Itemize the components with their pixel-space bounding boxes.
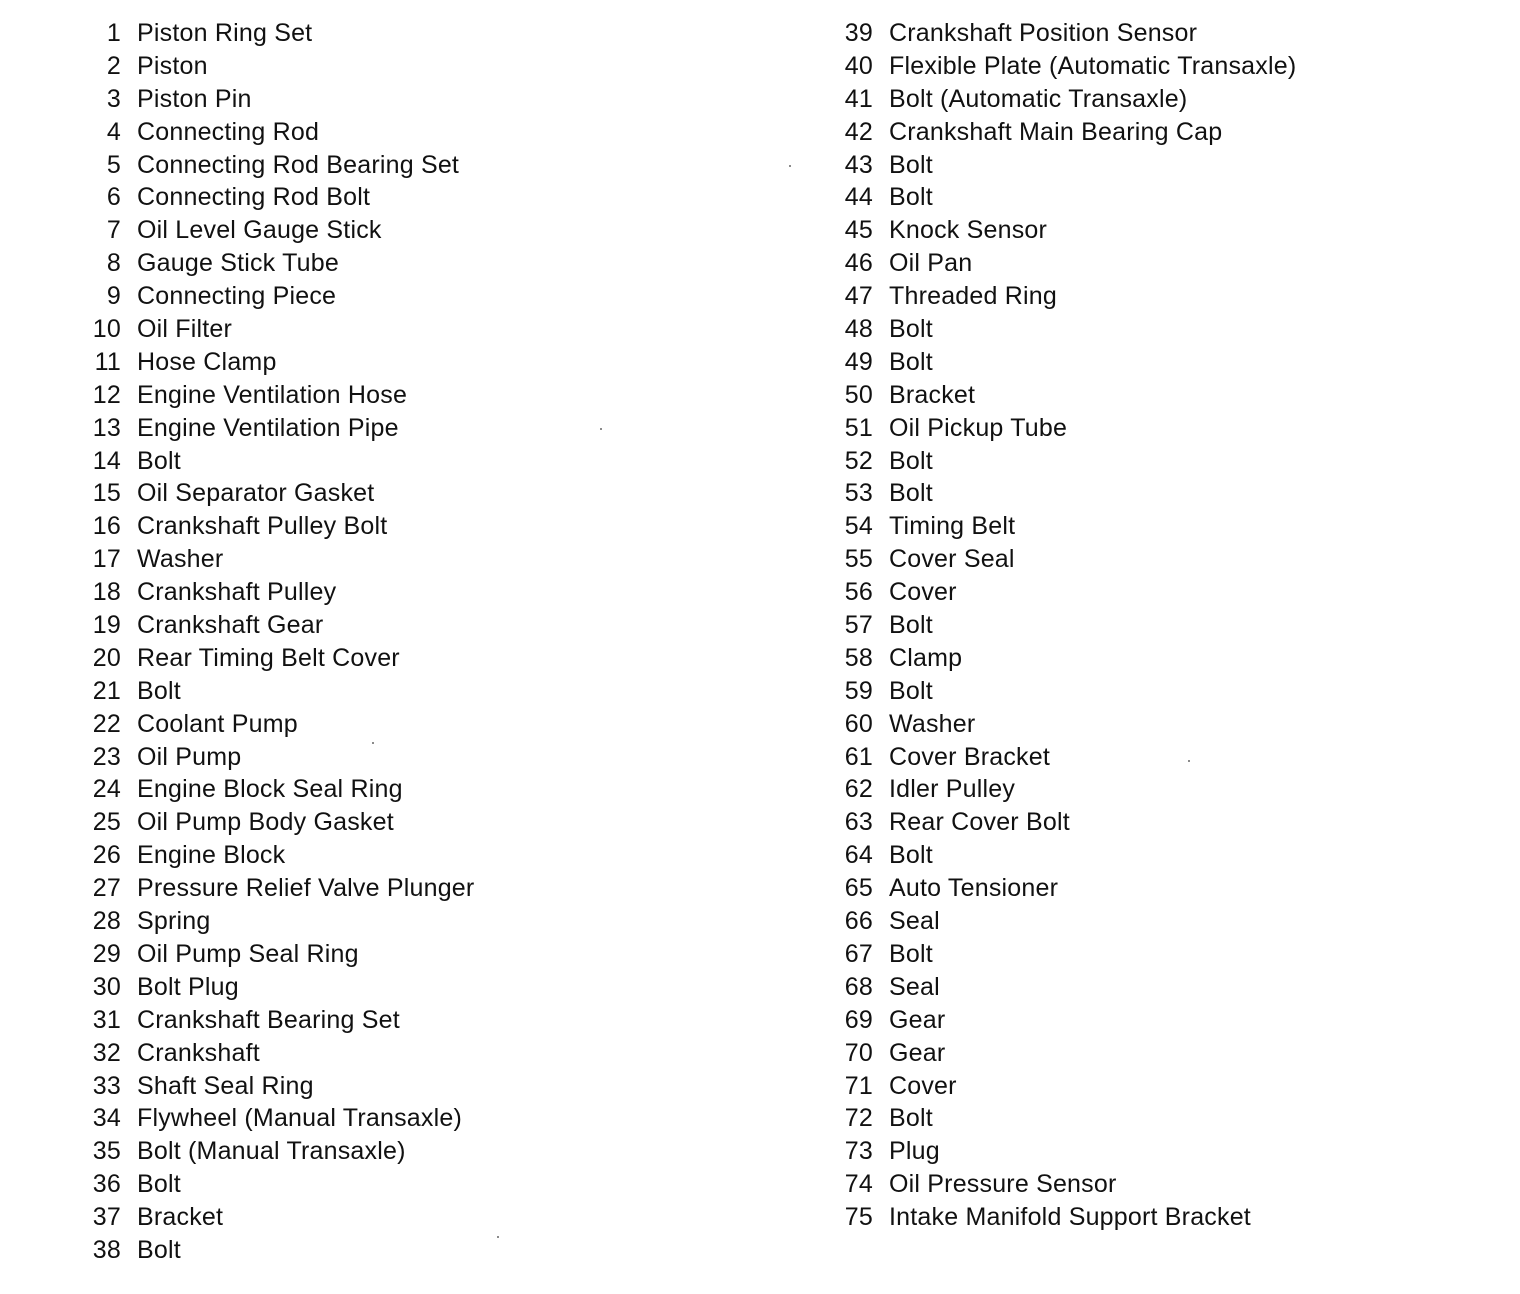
legend-item-label: Rear Timing Belt Cover [137,643,400,672]
legend-item-number: 55 [844,545,873,574]
legend-item [70,247,474,280]
legend-item-number: 15 [92,479,121,508]
legend-item [70,872,474,905]
legend-item [70,773,474,806]
legend-item [70,1234,474,1267]
legend-item [70,313,474,346]
legend-item-number: 70 [844,1038,873,1067]
legend-item-number: 34 [92,1104,121,1133]
legend-item-label: Threaded Ring [889,282,1057,311]
legend-item-label: Shaft Seal Ring [137,1071,314,1100]
legend-item [822,708,1296,741]
legend-item-label: Crankshaft Position Sensor [889,19,1198,47]
legend-item-label: Oil Filter [137,315,233,344]
legend-item-number: 44 [844,183,873,212]
legend-item-label: Cover [889,578,957,607]
legend-item [70,412,474,445]
legend-item [822,839,1296,872]
legend-item-number: 22 [92,709,121,738]
legend-item [70,477,474,510]
legend-item-number: 42 [844,117,873,146]
legend-item-label: Bolt [889,315,933,344]
legend-item-number: 48 [844,315,873,344]
legend-item-label: Cover Bracket [889,742,1050,771]
legend-item [70,1102,474,1135]
legend-item-number: 59 [844,676,873,705]
legend-item [70,576,474,609]
legend-item-label: Engine Block Seal Ring [137,775,403,804]
legend-item [822,971,1296,1004]
legend-item-number: 5 [106,150,121,179]
legend-item-number: 17 [92,545,121,574]
legend-item [70,149,474,182]
legend-item [70,181,474,214]
legend-item-label: Washer [137,545,224,574]
legend-item-number: 36 [92,1170,121,1199]
legend-item [70,1168,474,1201]
legend-item-number: 64 [844,841,873,870]
legend-item [70,17,474,50]
legend-item-number: 30 [92,972,121,1001]
legend-item [822,1102,1296,1135]
legend-item [70,379,474,412]
legend-item-label: Engine Ventilation Hose [137,380,408,409]
legend-item-label: Auto Tensioner [889,874,1059,903]
legend-item [822,181,1296,214]
legend-item-label: Connecting Rod Bolt [137,183,371,212]
legend-item [822,17,1296,50]
legend-item [70,642,474,675]
legend-item-label: Crankshaft Gear [137,611,324,640]
legend-item-label: Oil Pump Body Gasket [137,808,394,837]
legend-item-label: Bolt [889,347,933,376]
legend-item-label: Plug [889,1137,940,1166]
legend-item [822,576,1296,609]
legend-item-number: 31 [92,1005,121,1034]
legend-item [822,116,1296,149]
legend-item-label: Connecting Rod Bearing Set [137,150,460,179]
legend-item-number: 60 [844,709,873,738]
legend-item-label: Washer [889,709,976,738]
legend-item [822,247,1296,280]
legend-item-label: Piston [137,51,208,80]
legend-item-number: 27 [92,874,121,903]
legend-item-number: 18 [92,578,121,607]
legend-item-label: Crankshaft Bearing Set [137,1005,400,1034]
legend-item-label: Gear [889,1038,946,1067]
legend-item-label: Bolt [889,446,933,475]
legend-item [822,477,1296,510]
legend-item-label: Connecting Piece [137,282,337,311]
legend-item-number: 51 [844,413,873,442]
legend-item [70,675,474,708]
legend-item-number: 11 [94,347,121,376]
legend-item-label: Connecting Rod [137,117,320,146]
legend-item [70,1037,474,1070]
legend-item-number: 62 [844,775,873,804]
legend-item-label: Oil Pressure Sensor [889,1170,1117,1199]
legend-item-label: Piston Pin [137,84,252,113]
legend-item-label: Knock Sensor [889,216,1048,245]
legend-item-label: Bolt [889,150,933,179]
legend-item-label: Bolt (Manual Transaxle) [137,1137,406,1166]
legend-item-label: Timing Belt [889,512,1016,541]
legend-item-number: 9 [106,282,121,311]
legend-item [70,83,474,116]
legend-item [70,116,474,149]
scan-speck [1188,760,1190,762]
legend-item [70,50,474,83]
legend-item-label: Bolt [889,676,933,705]
legend-item-label: Bolt [137,1235,181,1264]
legend-item-number: 19 [92,611,121,640]
legend-item-number: 73 [844,1137,873,1166]
legend-item-label: Bolt [889,841,933,870]
legend-item-number: 32 [92,1038,121,1067]
legend-column-left [70,17,474,1267]
legend-item-number: 41 [844,84,873,113]
legend-item-number: 7 [106,216,121,245]
legend-item [822,1070,1296,1103]
legend-item [822,379,1296,412]
legend-item-number: 72 [844,1104,873,1133]
legend-item-number: 49 [844,347,873,376]
legend-item-number: 61 [844,742,873,771]
scan-speck [600,428,602,430]
legend-item-label: Engine Block [137,841,286,870]
legend-item-label: Clamp [889,643,963,672]
legend-item-number: 1 [106,19,121,47]
legend-item-number: 69 [844,1005,873,1034]
legend-item-number: 20 [92,643,121,672]
legend-item [822,773,1296,806]
legend-item-label: Crankshaft [137,1038,260,1067]
legend-item [822,346,1296,379]
legend-item [822,412,1296,445]
legend-item-label: Pressure Relief Valve Plunger [137,874,475,903]
legend-item-label: Gauge Stick Tube [137,249,339,278]
legend-item-number: 29 [92,939,121,968]
legend-item-label: Crankshaft Main Bearing Cap [889,117,1223,146]
legend-item-number: 63 [844,808,873,837]
legend-item-label: Cover Seal [889,545,1015,574]
legend-item [70,214,474,247]
legend-item-label: Bolt Plug [137,972,239,1001]
legend-item-number: 14 [92,446,121,475]
scan-speck [789,165,791,167]
legend-item-number: 24 [92,775,121,804]
legend-item-number: 68 [844,972,873,1001]
legend-item-label: Crankshaft Pulley [137,578,337,607]
legend-item-label: Spring [137,907,211,936]
legend-item [70,609,474,642]
legend-item-label: Idler Pulley [889,775,1016,804]
legend-item [822,280,1296,313]
legend-item [822,543,1296,576]
legend-item-label: Oil Pickup Tube [889,413,1068,442]
legend-item [70,905,474,938]
legend-item [70,1135,474,1168]
legend-item [70,806,474,839]
legend-item [822,609,1296,642]
legend-item-number: 8 [106,249,121,278]
legend-item [822,1201,1296,1234]
legend-item [822,675,1296,708]
legend-item-label: Intake Manifold Support Bracket [889,1203,1251,1232]
legend-item [822,741,1296,774]
legend-item-number: 28 [92,907,121,936]
legend-item-number: 3 [106,84,121,113]
legend-item-label: Bolt [889,1104,933,1133]
legend-item-number: 33 [92,1071,121,1100]
legend-item-number: 25 [92,808,121,837]
legend-item [822,642,1296,675]
legend-item-label: Cover [889,1071,957,1100]
legend-item-number: 52 [844,446,873,475]
legend-item [70,1201,474,1234]
legend-item [70,445,474,478]
legend-item [70,346,474,379]
legend-item-number: 37 [92,1203,121,1232]
legend-item-number: 47 [844,282,873,311]
legend-item-label: Bracket [889,380,976,409]
legend-item-number: 75 [844,1203,873,1232]
legend-item-number: 50 [844,380,873,409]
legend-item-label: Seal [889,972,940,1001]
legend-item-label: Engine Ventilation Pipe [137,413,399,442]
legend-item [822,1004,1296,1037]
legend-item-number: 66 [844,907,873,936]
legend-item-number: 12 [92,380,121,409]
legend-item-number: 4 [106,117,121,146]
legend-item-number: 57 [844,611,873,640]
legend-item [822,806,1296,839]
legend-item-label: Oil Level Gauge Stick [137,216,382,245]
legend-item [822,445,1296,478]
legend-item [70,510,474,543]
legend-item [70,1070,474,1103]
legend-item-number: 74 [844,1170,873,1199]
legend-item [70,1004,474,1037]
legend-item-number: 58 [844,643,873,672]
legend-item-number: 2 [106,51,121,80]
legend-item-number: 21 [92,676,121,705]
scan-speck [497,1236,499,1238]
legend-item [70,543,474,576]
legend-item-label: Seal [889,907,940,936]
legend-item [822,1168,1296,1201]
legend-item-label: Gear [889,1005,946,1034]
legend-item-number: 39 [844,19,873,47]
legend-item-number: 45 [844,216,873,245]
legend-item [822,905,1296,938]
legend-item [822,214,1296,247]
legend-item-number: 26 [92,841,121,870]
parts-legend [0,17,1520,1287]
legend-item [822,149,1296,182]
legend-item-number: 54 [844,512,873,541]
legend-item-number: 40 [844,51,873,80]
legend-item [822,872,1296,905]
legend-item [70,708,474,741]
legend-item-label: Oil Pump [137,742,242,771]
legend-item-number: 38 [92,1235,121,1264]
legend-item-label: Crankshaft Pulley Bolt [137,512,388,541]
legend-item-label: Bolt [137,446,181,475]
legend-column-right [822,17,1296,1234]
legend-item-label: Hose Clamp [137,347,277,376]
legend-item-number: 53 [844,479,873,508]
legend-item [822,1037,1296,1070]
legend-item-number: 67 [844,939,873,968]
legend-item-label: Flexible Plate (Automatic Transaxle) [889,51,1297,80]
legend-item [822,938,1296,971]
legend-item [70,741,474,774]
legend-item-number: 10 [92,315,121,344]
legend-item [822,83,1296,116]
legend-item-number: 6 [106,183,121,212]
legend-item [70,971,474,1004]
legend-item-label: Bolt [137,1170,181,1199]
legend-item-number: 56 [844,578,873,607]
legend-item [70,938,474,971]
legend-item-label: Oil Separator Gasket [137,479,375,508]
legend-item-number: 16 [92,512,121,541]
legend-item-label: Oil Pan [889,249,973,278]
legend-item-number: 71 [844,1071,873,1100]
legend-item-label: Bolt [889,479,933,508]
legend-item-label: Bolt [889,611,933,640]
legend-item-number: 23 [92,742,121,771]
legend-item [70,280,474,313]
legend-item [70,839,474,872]
legend-item-number: 35 [92,1137,121,1166]
legend-item-label: Bolt [137,676,181,705]
legend-item-label: Oil Pump Seal Ring [137,939,359,968]
legend-item-label: Bolt [889,939,933,968]
legend-item-label: Bolt (Automatic Transaxle) [889,84,1188,113]
legend-item-number: 46 [844,249,873,278]
legend-item-label: Flywheel (Manual Transaxle) [137,1104,462,1133]
legend-item [822,50,1296,83]
legend-item-label: Coolant Pump [137,709,298,738]
legend-item-number: 13 [92,413,121,442]
legend-item-number: 65 [844,874,873,903]
scan-speck [372,742,374,744]
legend-item [822,313,1296,346]
legend-item-number: 43 [844,150,873,179]
legend-item-label: Piston Ring Set [137,19,313,47]
legend-item-label: Bracket [137,1203,224,1232]
legend-item-label: Bolt [889,183,933,212]
legend-item [822,1135,1296,1168]
legend-item [822,510,1296,543]
legend-item-label: Rear Cover Bolt [889,808,1070,837]
